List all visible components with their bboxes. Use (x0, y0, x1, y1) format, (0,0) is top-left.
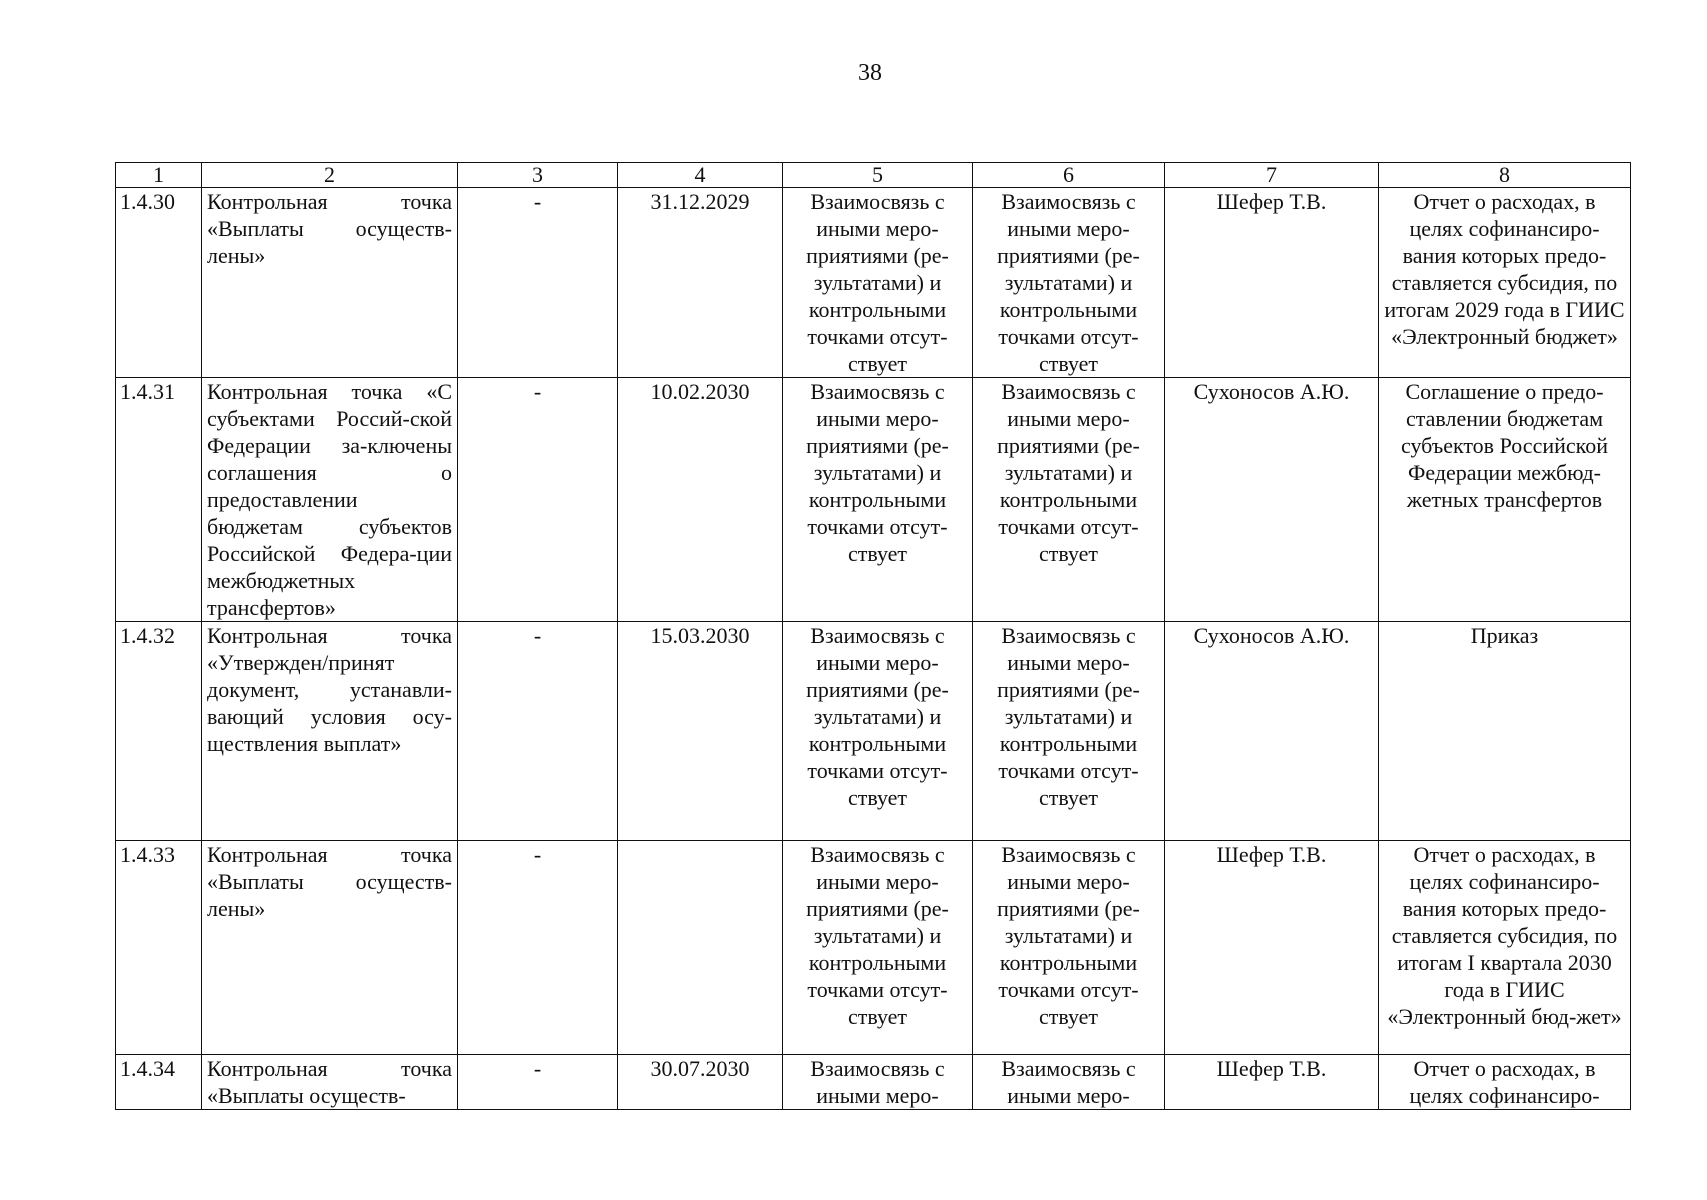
relation-col5: Взаимосвязь с иными меро-приятиями (ре-зультатами) и контрольными точками отсут-ствует (783, 622, 973, 841)
header-cell: 5 (783, 163, 973, 188)
responsible-person: Шефер Т.В. (1165, 188, 1379, 378)
relation-col6: Взаимосвязь с иными меро-приятиями (ре-зультатами) и контрольными точками отсут-ствует (973, 188, 1165, 378)
control-point-name: Контрольная точка «Выплаты осуществ- (202, 1055, 458, 1110)
header-cell: 4 (618, 163, 783, 188)
table-header-row (116, 163, 1631, 188)
due-date: 31.12.2029 (618, 188, 783, 378)
row-number: 1.4.34 (116, 1055, 202, 1110)
result-document: Отчет о расходах, в целях софинансиро-вания которых предо-ставляется субсидия, по итогам I квартала 2030 года в ГИИС «Электронный бюд-жет» (1379, 841, 1631, 1055)
header-cell: 2 (202, 163, 458, 188)
row-number: 1.4.31 (116, 378, 202, 622)
column-3-value: - (458, 622, 618, 841)
relation-col6: Взаимосвязь с иными меро-приятиями (ре-зультатами) и контрольными точками отсут-ствует (973, 378, 1165, 622)
column-3-value: - (458, 1055, 618, 1110)
header-cell: 1 (116, 163, 202, 188)
due-date: 30.07.2030 (618, 1055, 783, 1110)
result-document: Отчет о расходах, в целях софинансиро-вания которых предо-ставляется субсидия, по итогам 2029 года в ГИИС «Электронный бюджет» (1379, 188, 1631, 378)
due-date: 10.02.2030 (618, 378, 783, 622)
result-document: Соглашение о предо-ставлении бюджетам субъектов Российской Федерации межбюд-жетных трансфертов (1379, 378, 1631, 622)
control-points-table (115, 162, 1631, 1110)
table-row (116, 188, 1631, 378)
relation-col6: Взаимосвязь с иными меро-приятиями (ре-зультатами) и контрольными точками отсут-ствует (973, 622, 1165, 841)
row-number: 1.4.32 (116, 622, 202, 841)
result-document: Приказ (1379, 622, 1631, 841)
control-point-name: Контрольная точка «Выплаты осуществ-лены» (202, 841, 458, 1055)
relation-col5: Взаимосвязь с иными меро- (783, 1055, 973, 1110)
relation-col6: Взаимосвязь с иными меро- (973, 1055, 1165, 1110)
control-point-name: Контрольная точка «Выплаты осуществ-лены» (202, 188, 458, 378)
responsible-person: Шефер Т.В. (1165, 841, 1379, 1055)
table-row (116, 378, 1631, 622)
page-number: 38 (858, 60, 882, 86)
table-row (116, 841, 1631, 1055)
row-number: 1.4.30 (116, 188, 202, 378)
header-cell: 6 (973, 163, 1165, 188)
responsible-person: Сухоносов А.Ю. (1165, 378, 1379, 622)
relation-col5: Взаимосвязь с иными меро-приятиями (ре-зультатами) и контрольными точками отсут-ствует (783, 378, 973, 622)
due-date: 15.03.2030 (618, 622, 783, 841)
relation-col5: Взаимосвязь с иными меро-приятиями (ре-зультатами) и контрольными точками отсут-ствует (783, 841, 973, 1055)
control-point-name: Контрольная точка «С субъектами Россий-ской Федерации за-ключены соглашения о предоставлении бюджетам субъектов Российской Федера-ции межбюджетных трансфертов» (202, 378, 458, 622)
table-row (116, 622, 1631, 841)
row-number: 1.4.33 (116, 841, 202, 1055)
column-3-value: - (458, 378, 618, 622)
responsible-person: Сухоносов А.Ю. (1165, 622, 1379, 841)
control-point-name: Контрольная точка «Утвержден/принят документ, устанавли-вающий условия осу-ществления выплат» (202, 622, 458, 841)
due-date (618, 841, 783, 1055)
column-3-value: - (458, 188, 618, 378)
header-cell: 3 (458, 163, 618, 188)
responsible-person: Шефер Т.В. (1165, 1055, 1379, 1110)
relation-col6: Взаимосвязь с иными меро-приятиями (ре-зультатами) и контрольными точками отсут-ствует (973, 841, 1165, 1055)
column-3-value: - (458, 841, 618, 1055)
table-row (116, 1055, 1631, 1110)
header-cell: 8 (1379, 163, 1631, 188)
result-document: Отчет о расходах, в целях софинансиро- (1379, 1055, 1631, 1110)
header-cell: 7 (1165, 163, 1379, 188)
relation-col5: Взаимосвязь с иными меро-приятиями (ре-зультатами) и контрольными точками отсут-ствует (783, 188, 973, 378)
